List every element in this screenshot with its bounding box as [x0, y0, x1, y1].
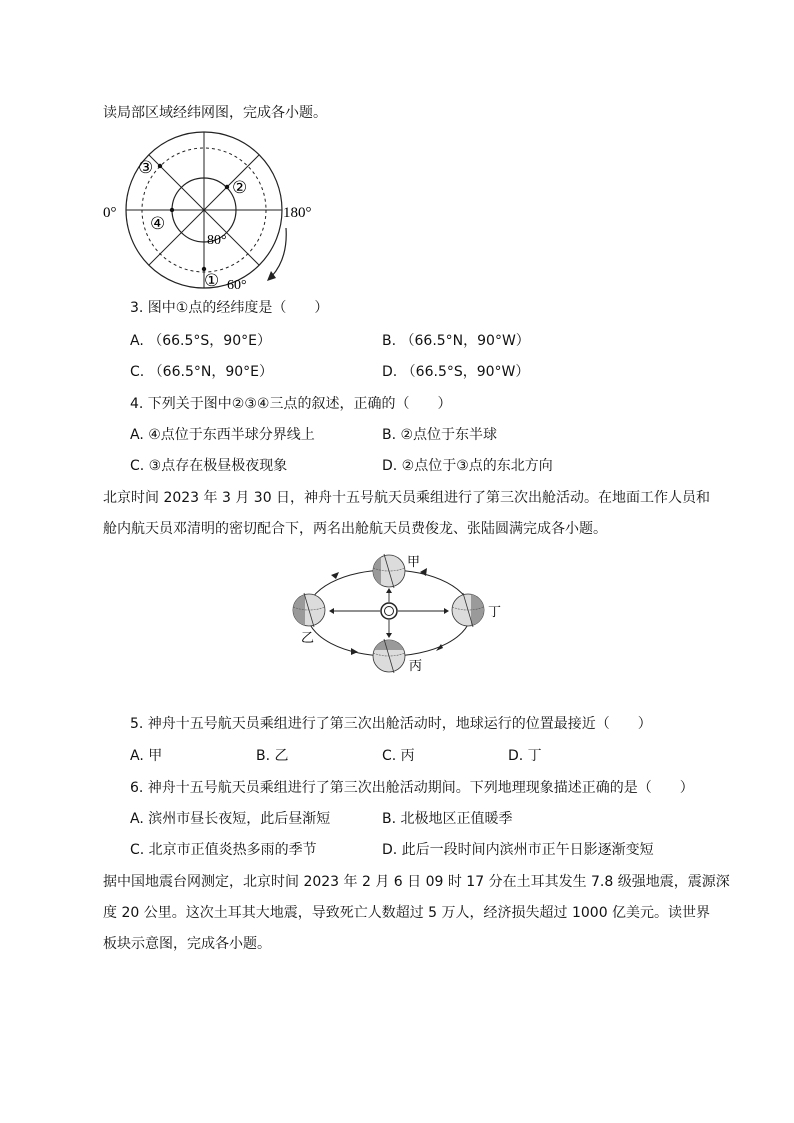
label-lon-180: 180° — [283, 205, 312, 221]
earth-yi — [293, 593, 325, 627]
sun — [381, 603, 397, 619]
label-lon-0: 0° — [103, 205, 117, 221]
orbit-arrow-left — [331, 572, 339, 579]
q4-option-d[interactable]: D. ②点位于③点的东北方向 — [382, 458, 553, 474]
label-lat-80: 80° — [207, 233, 227, 248]
q5-stem: 5. 神舟十五号航天员乘组进行了第三次出舱活动时，地球运行的位置最接近（ ） — [130, 716, 652, 732]
q6-option-c[interactable]: C. 北京市正值炎热多雨的季节 — [130, 842, 317, 858]
section1-intro: 读局部区域经纬网图，完成各小题。 — [103, 105, 327, 121]
q6-option-a[interactable]: A. 滨州市昼长夜短，此后昼渐短 — [130, 811, 331, 827]
q4-option-a[interactable]: A. ④点位于东西半球分界线上 — [130, 427, 315, 443]
sun-ray-left-head — [329, 608, 334, 614]
q6-stem: 6. 神舟十五号航天员乘组进行了第三次出舱活动期间。下列地理现象描述正确的是（ ） — [130, 780, 694, 796]
orbit-arrow-bottom — [351, 648, 358, 655]
q5-option-b[interactable]: B. 乙 — [256, 748, 289, 764]
q5-option-d[interactable]: D. 丁 — [508, 748, 542, 764]
q4-stem: 4. 下列关于图中②③④三点的叙述，正确的（ ） — [130, 396, 452, 412]
label-point-2: ② — [232, 178, 248, 197]
orbit-arrow-top — [420, 568, 427, 576]
q3-stem: 3. 图中①点的经纬度是（ ） — [130, 300, 329, 316]
earth-ding — [452, 593, 485, 627]
q4-option-b[interactable]: B. ②点位于东半球 — [382, 427, 498, 443]
q5-option-a[interactable]: A. 甲 — [130, 748, 163, 764]
label-point-1: ① — [204, 271, 220, 290]
earth-bing — [373, 639, 405, 673]
label-point-3: ③ — [138, 158, 154, 177]
q6-option-b[interactable]: B. 北极地区正值暖季 — [382, 811, 513, 827]
graticule-figure — [100, 130, 330, 295]
sun-ray-up-head — [386, 588, 392, 593]
point-3-dot — [158, 164, 162, 168]
label-jia: 甲 — [407, 554, 421, 569]
label-ding: 丁 — [488, 604, 502, 619]
rotation-arrow — [272, 228, 286, 276]
q5-option-c[interactable]: C. 丙 — [382, 748, 415, 764]
q3-option-d[interactable]: D. （66.5°S，90°W） — [382, 364, 530, 380]
section2-intro-line2: 舱内航天员邓清明的密切配合下，两名出舱航天员费俊龙、张陆圆满完成各小题。 — [103, 521, 607, 537]
label-lat-60: 60° — [227, 278, 247, 293]
label-point-4: ④ — [150, 214, 166, 233]
label-yi: 乙 — [301, 630, 315, 645]
orbit-figure — [283, 548, 513, 688]
point-2-dot — [225, 185, 229, 189]
section3-line2: 度 20 公里。这次土耳其大地震，导致死亡人数超过 5 万人，经济损失超过 1000 亿美元。读世界 — [103, 905, 711, 921]
q3-option-a[interactable]: A. （66.5°S，90°E） — [130, 333, 271, 349]
sun-ray-right-head — [444, 608, 449, 614]
point-4-dot — [170, 208, 174, 212]
q3-option-b[interactable]: B. （66.5°N，90°W） — [382, 333, 530, 349]
q6-option-d[interactable]: D. 此后一段时间内滨州市正午日影逐渐变短 — [382, 842, 654, 858]
label-bing: 丙 — [409, 658, 423, 673]
section2-intro-line1: 北京时间 2023 年 3 月 30 日，神舟十五号航天员乘组进行了第三次出舱活动。在地面工作人员和 — [103, 490, 711, 506]
q3-option-c[interactable]: C. （66.5°N，90°E） — [130, 364, 273, 380]
q4-option-c[interactable]: C. ③点存在极昼极夜现象 — [130, 458, 288, 474]
sun-ray-down-head — [386, 633, 392, 638]
section3-line1: 据中国地震台网测定，北京时间 2023 年 2 月 6 日 09 时 17 分在土耳其发生 7.8 级强地震，震源深 — [103, 874, 730, 890]
section3-line3: 板块示意图，完成各小题。 — [103, 936, 271, 952]
earth-jia — [373, 554, 405, 588]
